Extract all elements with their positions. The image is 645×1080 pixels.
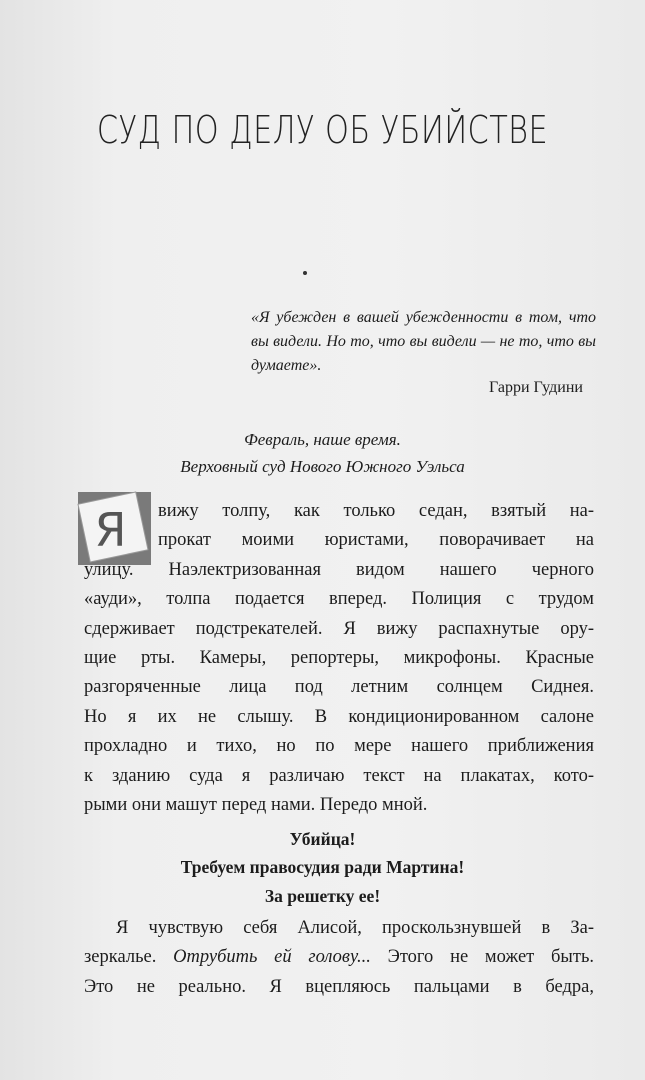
epigraph-quote: «Я убежден в вашей убежденности в том, что вы видели. Но то, что вы видели — не то, что вы думаете». bbox=[251, 309, 596, 374]
epigraph-author: Гарри Гудини bbox=[489, 379, 583, 396]
text-line: щие рты. Камеры, репортеры, микрофоны. Красные bbox=[84, 648, 594, 669]
text-line bbox=[84, 943, 594, 972]
print-speck bbox=[303, 271, 307, 275]
text-line: прокат моими юристами, поворачивает на bbox=[158, 530, 594, 551]
text-line: Это не реально. Я вцепляюсь пальцами в бедра, bbox=[84, 976, 594, 997]
paragraph-2 bbox=[84, 914, 594, 1002]
text-line: разгоряченные лица под летним солнцем Сиднея. bbox=[84, 677, 594, 698]
paragraph-1-lead bbox=[158, 497, 594, 556]
paragraph-1-body bbox=[84, 556, 594, 821]
chapter-title: СУД ПО ДЕЛУ ОБ УБИЙСТВЕ bbox=[96, 108, 549, 152]
text-span: зеркалье. bbox=[84, 947, 174, 968]
text-line: к зданию суда я различаю текст на плакатах, кото- bbox=[84, 765, 594, 786]
protest-sign-2: Требуем правосудия ради Мартина! bbox=[180, 857, 465, 877]
text-line: прохладно и тихо, но по мере нашего приближения bbox=[84, 736, 594, 757]
text-line: Я чувствую себя Алисой, проскользнувшей в За- bbox=[116, 918, 594, 938]
text-line: сдерживает подстрекателей. Я вижу распахнутые ору- bbox=[84, 618, 594, 639]
text-line: улицу. Наэлектризованная видом нашего черного bbox=[84, 559, 594, 580]
dateline-time: Февраль, наше время. bbox=[244, 430, 401, 449]
text-span: Этого не может быть. bbox=[370, 947, 595, 968]
text-line: рыми они машут перед нами. Передо мной. bbox=[84, 795, 428, 816]
protest-sign-1: Убийца! bbox=[289, 829, 356, 849]
italic-phrase: Отрубить ей голову... bbox=[173, 947, 371, 968]
drop-cap-letter: Я bbox=[94, 503, 127, 557]
protest-sign-3: За решетку ее! bbox=[264, 886, 381, 906]
dateline-place: Верховный суд Нового Южного Уэльса bbox=[180, 457, 465, 476]
text-line: «ауди», толпа подается вперед. Полиция с трудом bbox=[84, 589, 594, 610]
text-line: Но я их не слышу. В кондиционированном салоне bbox=[84, 706, 594, 727]
text-line: вижу толпу, как только седан, взятый на- bbox=[158, 501, 594, 521]
drop-cap bbox=[78, 492, 151, 565]
